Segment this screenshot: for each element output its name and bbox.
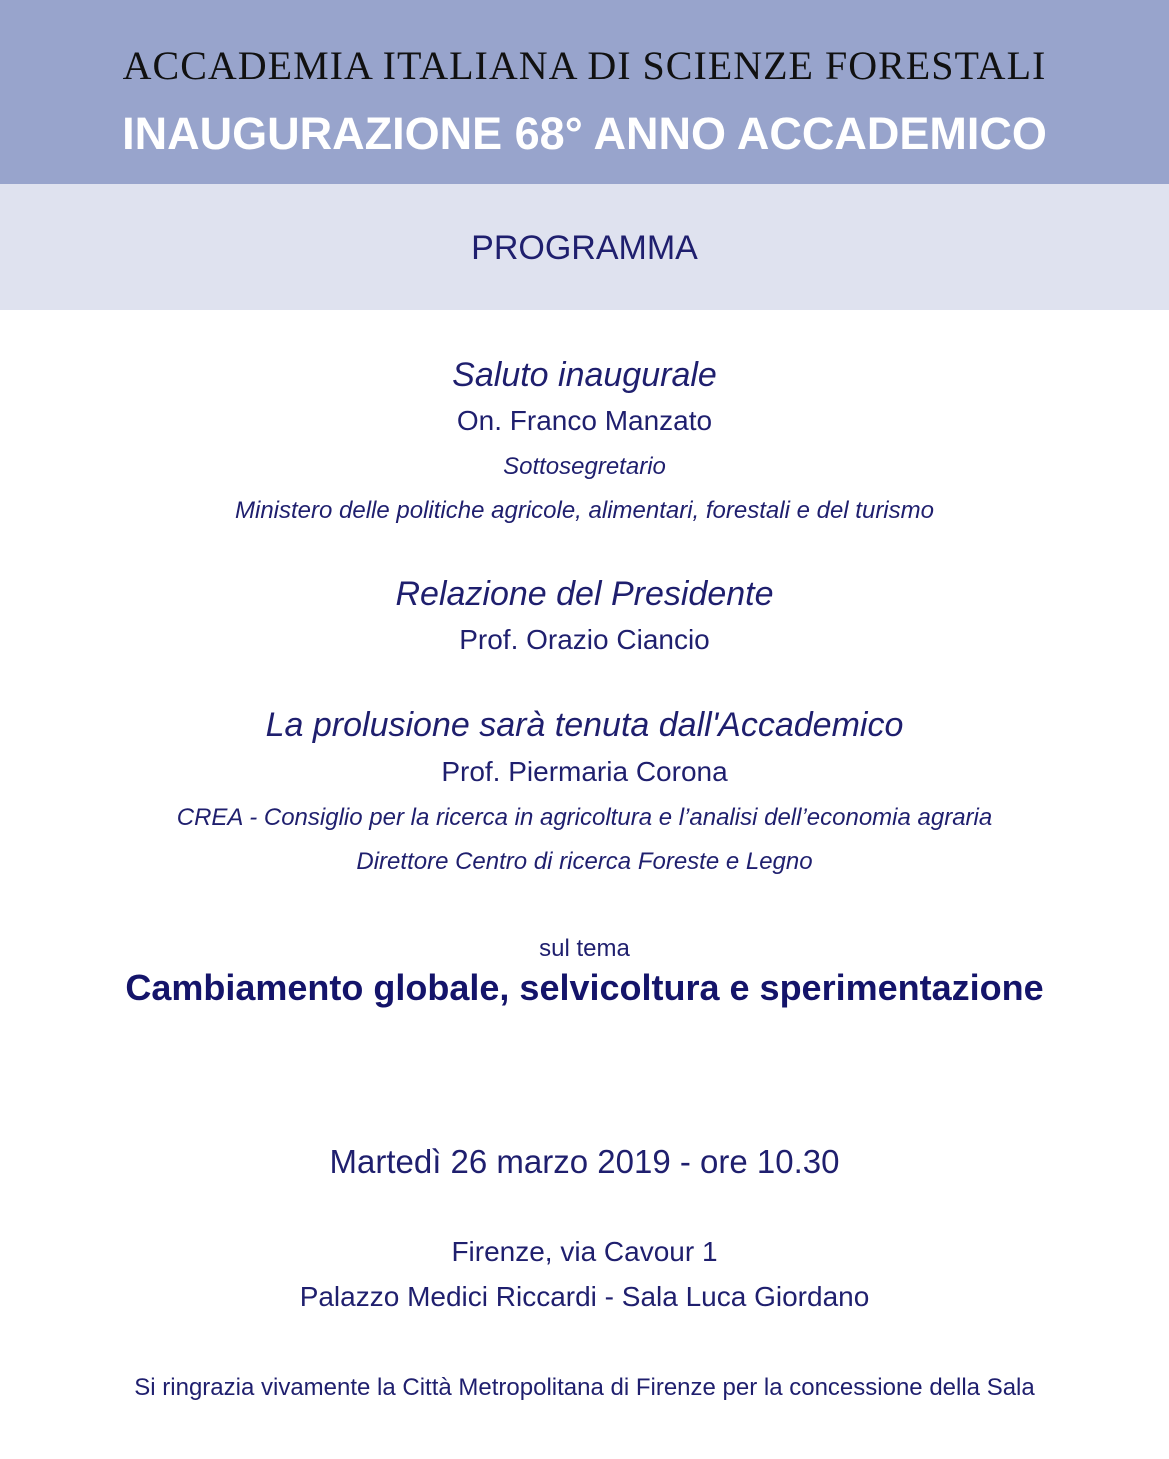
greeting-ministry: Ministero delle politiche agricole, alimentari, forestali e del turismo: [235, 497, 934, 524]
lecture-position: Direttore Centro di ricerca Foreste e Legno: [356, 848, 813, 875]
greeting-role: Sottosegretario: [503, 453, 666, 480]
thanks-note: Si ringrazia vivamente la Città Metropolitana di Firenze per la concessione della Sala: [134, 1374, 1035, 1401]
lecture-speaker: Prof. Piermaria Corona: [441, 756, 728, 787]
greeting-title: Saluto inaugurale: [452, 356, 717, 394]
lecture-affiliation: CREA - Consiglio per la ricerca in agricoltura e l’analisi dell’economia agraria: [176, 804, 993, 831]
theme-title: Cambiamento globale, selvicoltura e sperimentazione: [125, 967, 1044, 1008]
greeting-speaker: On. Franco Manzato: [456, 405, 713, 436]
report-speaker: Prof. Orazio Ciancio: [459, 624, 710, 655]
event-date: Martedì 26 marzo 2019 - ore 10.30: [329, 1143, 840, 1180]
lecture-title: La prolusione sarà tenuta dall'Accademico: [265, 706, 904, 744]
theme-intro: sul tema: [539, 935, 630, 962]
header-banner: [0, 0, 1169, 184]
event-address: Firenze, via Cavour 1: [451, 1236, 718, 1267]
inauguration-title: INAUGURAZIONE 68° ANNO ACCADEMICO: [122, 108, 1047, 159]
program-heading: PROGRAMMA: [471, 229, 698, 267]
report-title: Relazione del Presidente: [395, 575, 774, 613]
event-venue: Palazzo Medici Riccardi - Sala Luca Giordano: [299, 1281, 870, 1312]
academy-name: ACCADEMIA ITALIANA DI SCIENZE FORESTALI: [122, 43, 1047, 88]
